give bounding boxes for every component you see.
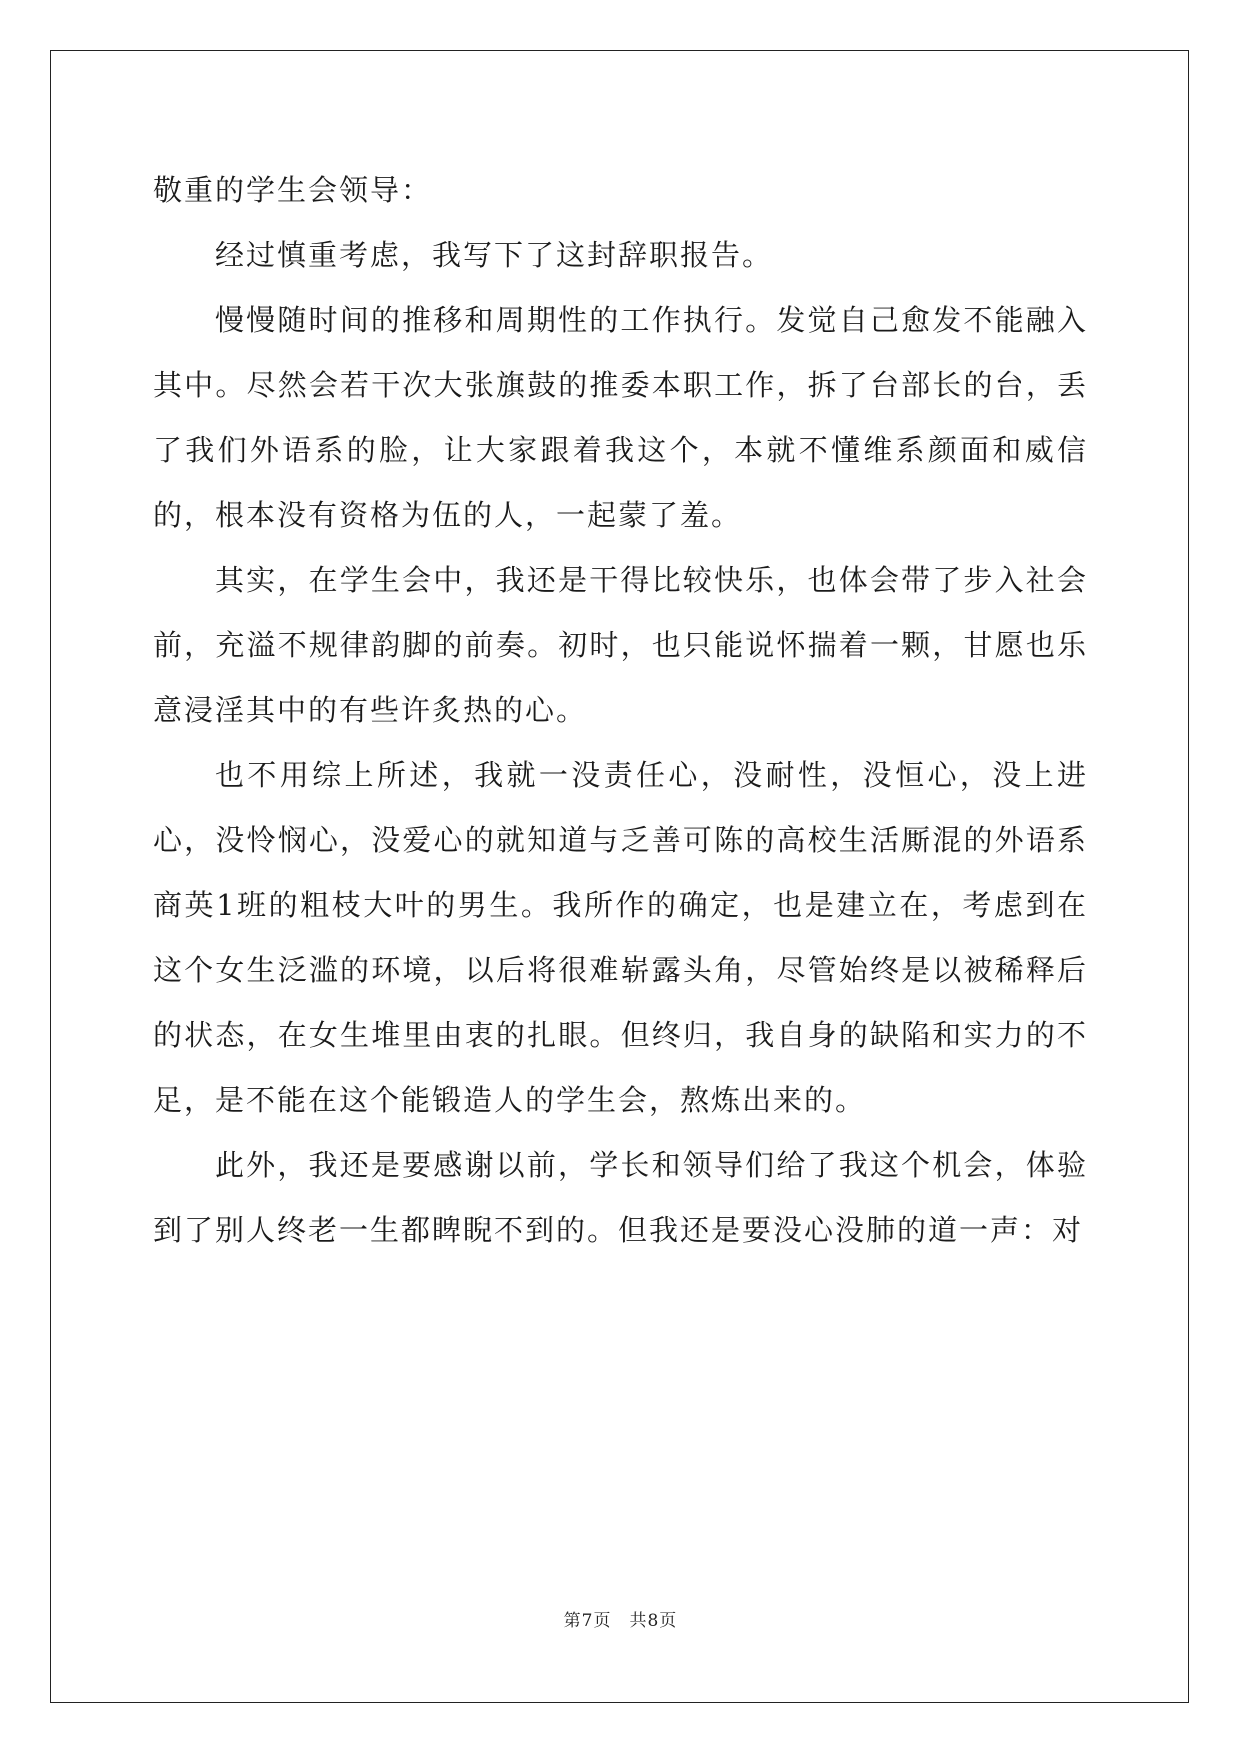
paragraph-1: 经过慎重考虑，我写下了这封辞职报告。: [215, 238, 774, 272]
paragraph-4: 也不用综上所述，我就一没责任心，没耐性，没恒心，没上进心，没怜悯心，没爱心的就知道与乏善可陈的高校生活厮混的外语系商英1班的粗枝大叶的男生。我所作的确定，也是建立在，考虑到在这个女生泛滥的环境，以后将很难崭露头角，尽管始终是以被稀释后的状态，在女生堆里由衷的扎眼。但终归，我自身的缺陷和实力的不足，是不能在这个能锻造人的学生会，熬炼出来的。: [153, 758, 1088, 1117]
paragraph-3: 其实，在学生会中，我还是干得比较快乐，也体会带了步入社会前，充溢不规律韵脚的前奏。初时，也只能说怀揣着一颗，甘愿也乐意浸淫其中的有些许炙热的心。: [153, 563, 1088, 727]
paragraph-2: 慢慢随时间的推移和周期性的工作执行。发觉自己愈发不能融入其中。尽然会若干次大张旗鼓的推委本职工作，拆了台部长的台，丢了我们外语系的脸，让大家跟着我这个，本就不懂维系颜面和威信的，根本没有资格为伍的人，一起蒙了羞。: [153, 303, 1088, 532]
document-body: [153, 158, 1088, 1263]
paragraph-5: 此外，我还是要感谢以前，学长和领导们给了我这个机会，体验到了别人终老一生都睥睨不到的。但我还是要没心没肺的道一声：对: [153, 1148, 1088, 1247]
greeting-line: 敬重的学生会领导：: [153, 173, 433, 207]
page-number-footer: 第7页 共8页: [563, 1611, 678, 1631]
